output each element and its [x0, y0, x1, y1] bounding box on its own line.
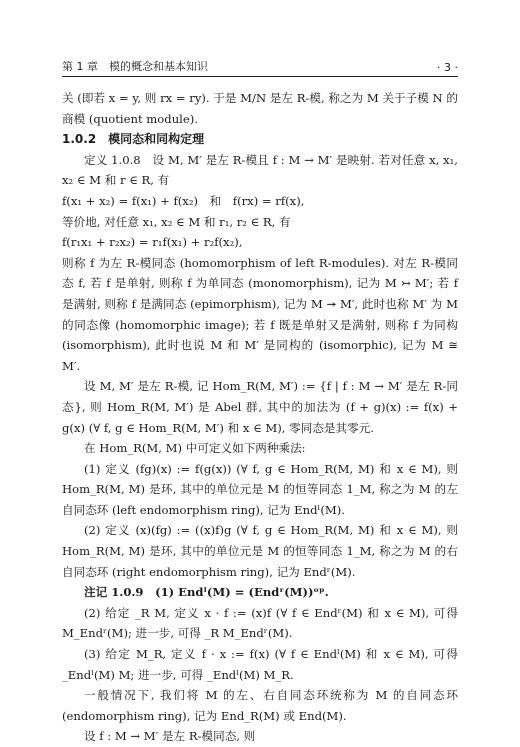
body-text	[62, 88, 458, 747]
chapter-title: 第 1 章 模的概念和基本知识	[62, 60, 208, 73]
equation-additive: f(x₁ + x₂) = f(x₁) + f(x₂) 和 f(rx) = rf(x),	[62, 193, 305, 208]
paragraph-homomorphism-types: 则称 f 为左 R-模同态 (homomorphism of left R-modules). 对左 R-模同态 f, 若 f 是单射, 则称 f 为单同态 (monomorphism), 记为 M ↣ M′; 若 f 是满射, 则称 f 是满同态 (epimorphism), 记为 M ↠ M′, 此时也称 M′ 为 M 的同态像 (homomorphic image); 若 f 既是单射又是满射, 则称 f 为同构 (isomorphism), 此时也说 M 和 M′ 是同构的 (isomorphic), 记为 M ≅ M′.	[62, 255, 458, 373]
paragraph-hom-group: 设 M, M′ 是左 R-模, 记 Hom_R(M, M′) := {f | f : M → M′ 是左 R-同态}, 则 Hom_R(M, M′) 是 Abel 群, 其中的加法为 (f + g)(x) := f(x) + g(x) (∀ f, g ∈ Hom_R(M, M′) 和 x ∈ M), 零同态是其零元.	[62, 379, 458, 435]
paragraph-equivalent: 等价地, 对任意 x₁, x₂ ∈ M 和 r₁, r₂ ∈ R, 有	[62, 214, 291, 229]
section-heading: 1.0.2 模同态和同构定理	[62, 132, 205, 147]
paragraph-right-endomorphism: (2) 定义 (x)(fg) := ((x)f)g (∀ f, g ∈ Hom_R(M, M) 和 x ∈ M), 则 Hom_R(M, M) 是环, 其中的单位元是 M 的恒等同态 1_M, 称之为 M 的右自同态环 (right endomorphism ring), 记为 Endʳ(M).	[62, 523, 458, 579]
equation-linear: f(r₁x₁ + r₂x₂) = r₁f(x₁) + r₂f(x₂),	[62, 235, 243, 250]
remark-1-0-9: 注记 1.0.9 (1) Endˡ(M) = (Endʳ(M))ᵒᵖ.	[84, 585, 329, 600]
definition-1-0-8: 定义 1.0.8 设 M, M′ 是左 R-模且 f : M → M′ 是映射. 若对任意 x, x₁, x₂ ∈ M 和 r ∈ R, 有	[62, 152, 458, 188]
remark-item-3: (3) 给定 M_R, 定义 f · x := f(x) (∀ f ∈ Endˡ(M) 和 x ∈ M), 可得 _Endˡ(M) M; 进一步, 可得 _Endˡ(M) M_R.	[62, 647, 458, 682]
paragraph-left-endomorphism: (1) 定义 (fg)(x) := f(g(x)) (∀ f, g ∈ Hom_R(M, M) 和 x ∈ M), 则 Hom_R(M, M) 是环, 其中的单位元是 M 的恒等同态 1_M, 称之为 M 的左自同态环 (left endomorphism ring), 记为 Endˡ(M).	[62, 461, 458, 517]
paragraph-quotient: 关 (即若 x = y, 则 rx = ry). 于是 M/N 是左 R-模, 称之为 M 关于子模 N 的商模 (quotient module).	[62, 91, 458, 126]
paragraph-two-products: 在 Hom_R(M, M) 中可定义如下两种乘法:	[84, 441, 306, 456]
page-number: · 3 ·	[437, 61, 458, 74]
paragraph-let-f: 设 f : M → M′ 是左 R-模同态, 则	[84, 729, 256, 744]
paragraph-endomorphism-ring: 一般情况下, 我们将 M 的左、右自同态环统称为 M 的自同态环 (endomorphism ring), 记为 End_R(M) 或 End(M).	[62, 688, 458, 723]
running-header	[62, 56, 458, 77]
remark-item-2: (2) 给定 _R M, 定义 x · f := (x)f (∀ f ∈ Endʳ(M) 和 x ∈ M), 可得 M_Endʳ(M); 进一步, 可得 _R M_Endʳ(M).	[62, 605, 458, 641]
